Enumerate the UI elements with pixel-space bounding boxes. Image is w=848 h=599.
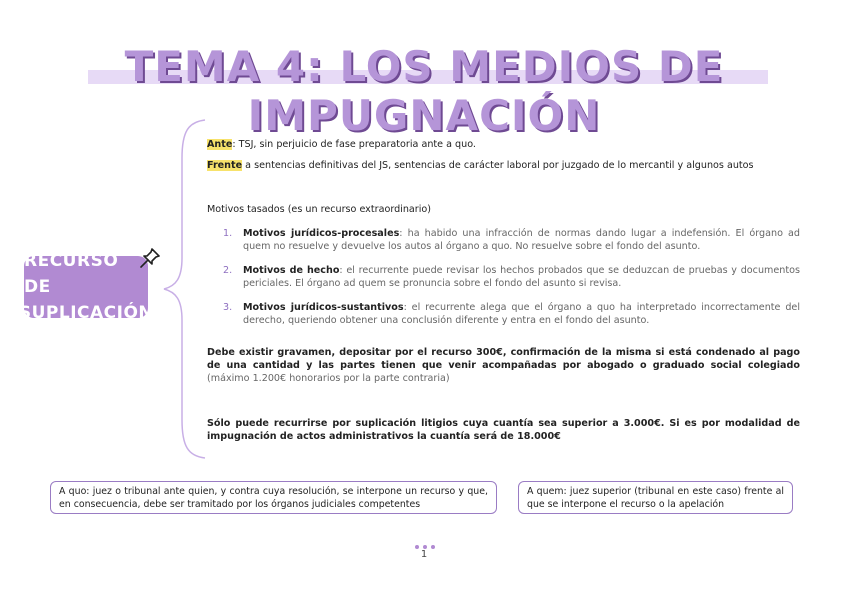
badge-line-2: SUPLICACIÓN: [18, 303, 154, 323]
a-quem-definition: A quem: juez superior (tribunal en este caso) frente al que se interpone el recurso o la apelación: [518, 481, 793, 514]
list-number: 3.: [223, 302, 233, 313]
a-quo-definition: A quo: juez o tribunal ante quien, y contra cuya resolución, se interpone un recurso y que, en consecuencia, debe ser tramitado por los órganos judiciales competentes: [50, 481, 497, 514]
gravamen-main: Debe existir gravamen, depositar por el recurso 300€, confirmación de la misma si está condenado al pago de una cantidad y las partes tienen que venir acompañadas por abogado o graduado social colegiado: [207, 347, 800, 371]
motivo-text: : el recurrente alega que el órgano a quo ha interpretado incorrectamente del derecho, queriendo obtener una conclusión diferente y entra en el fondo del asunto.: [243, 302, 800, 326]
motivos-intro: Motivos tasados (es un recurso extraordinario): [207, 204, 432, 215]
list-item: [223, 227, 800, 253]
frente-label: Frente: [207, 160, 243, 171]
motivo-label: Motivos jurídicos-procesales: [243, 228, 400, 239]
page-title: TEMA 4: LOS MEDIOS DE IMPUGNACIÓN: [124, 42, 724, 140]
ante-label: Ante: [207, 139, 233, 150]
page-number: 1: [420, 549, 428, 560]
ante-line: [207, 138, 476, 151]
motivo-label: Motivos de hecho: [243, 265, 340, 276]
topic-badge: [18, 251, 154, 323]
motivo-label: Motivos jurídicos-sustantivos: [243, 302, 404, 313]
list-number: 2.: [223, 265, 233, 276]
motivo-text: : el recurrente puede revisar los hechos probados que se deduzcan de pruebas y documentos periciales. El órgano ad quem se pronuncia sobre el fondo del asunto si revisa.: [243, 265, 800, 289]
pushpin-icon: [138, 246, 162, 270]
gravamen-paragraph: [207, 346, 800, 385]
list-item: [223, 301, 800, 327]
gravamen-note: (máximo 1.200€ honorarios por la parte contraria): [207, 373, 450, 384]
cuantia-paragraph: Sólo puede recurrirse por suplicación litigios cuya cuantía sea superior a 3.000€. Si es por modalidad de impugnación de actos administrativos la cuantía será de 18.000€: [207, 418, 800, 442]
frente-text: a sentencias definitivas del JS, sentencias de carácter laboral por juzgado de lo mercantil y algunos autos: [242, 160, 754, 171]
frente-line: [207, 159, 754, 172]
badge-line-1: RECURSO DE: [24, 251, 119, 297]
motivo-text: : ha habido una infracción de normas dando lugar a indefensión. El órgano ad quem no resuelve y devuelve los autos al órgano a quo. No resuelve sobre el fondo del asunto.: [243, 228, 801, 252]
list-number: 1.: [223, 228, 233, 239]
curly-brace: [160, 118, 210, 460]
motivos-list: [223, 227, 800, 338]
list-item: [223, 264, 800, 290]
ante-text: : TSJ, sin perjuicio de fase preparatoria ante a quo.: [232, 139, 476, 150]
